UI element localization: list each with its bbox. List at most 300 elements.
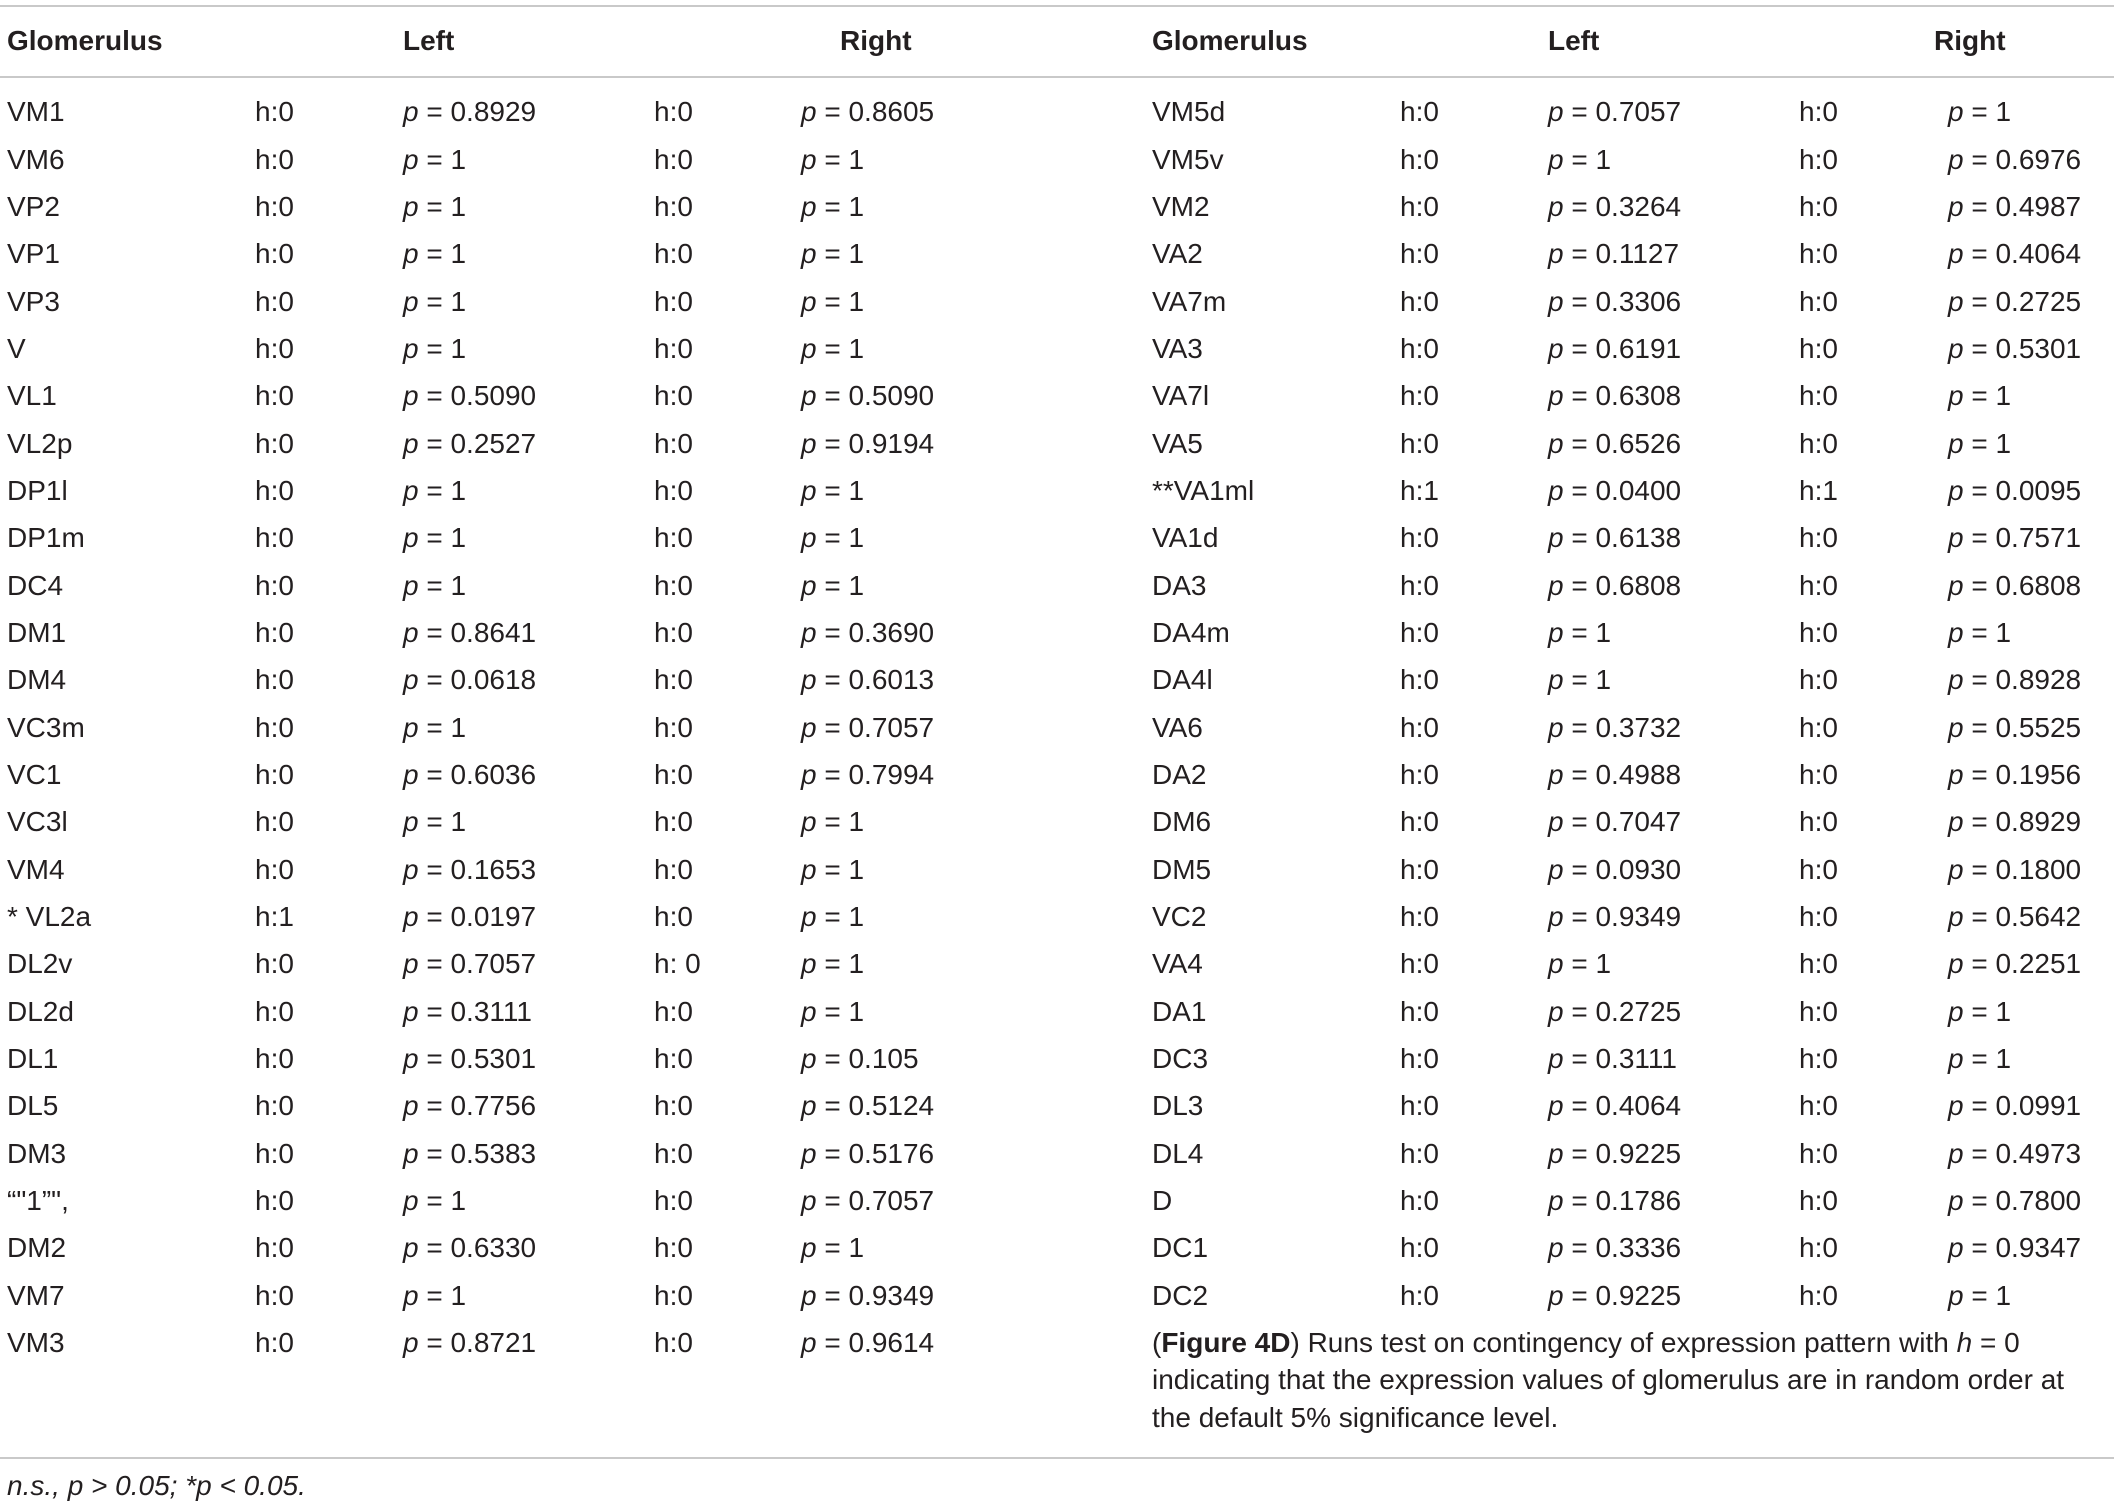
p-symbol: p [801, 96, 817, 128]
right-h-cell: h:0 [654, 143, 693, 175]
glomerulus-cell: DA4m [1152, 617, 1230, 649]
p-symbol: p [403, 1279, 419, 1311]
left-p-cell: p = 0.1786 [1548, 1185, 1682, 1217]
right-table-row [0, 183, 2118, 230]
right-h-cell: h:0 [654, 427, 693, 459]
right-h-cell: h:0 [654, 901, 693, 933]
right-h-cell: h:0 [1799, 285, 1838, 317]
right-h-cell: h:0 [654, 569, 693, 601]
left-h-cell: h:0 [1400, 995, 1439, 1027]
left-p-cell: p = 0.9225 [1548, 1137, 1682, 1169]
left-p-cell: p = 0.6808 [1548, 569, 1682, 601]
p-symbol: p [1548, 191, 1564, 223]
glomerulus-cell: **VA1ml [1152, 475, 1255, 507]
right-h-cell: h:0 [1799, 427, 1838, 459]
p-symbol: p [1948, 617, 1964, 649]
right-h-cell: h:0 [654, 1327, 693, 1359]
left-p-cell: p = 0.3732 [1548, 711, 1682, 743]
p-symbol: p [403, 238, 419, 270]
p-symbol: p [801, 569, 817, 601]
glomerulus-cell: VM1 [7, 96, 65, 128]
left-h-cell: h:0 [1400, 759, 1439, 791]
left-h-cell: h:0 [1400, 711, 1439, 743]
p-symbol: p [403, 427, 419, 459]
left-h-cell: h:0 [255, 238, 294, 270]
p-symbol: p [1548, 1090, 1564, 1122]
p-symbol: p [801, 948, 817, 980]
right-p-cell: p = 0.5525 [1948, 711, 2082, 743]
left-h-cell: h:0 [255, 1043, 294, 1075]
right-h-cell: h:0 [1799, 1185, 1838, 1217]
left-p-cell: p = 0.1127 [1548, 238, 1680, 270]
right-table-row [0, 325, 2118, 372]
left-h-cell: h:0 [1400, 333, 1439, 365]
right-h-cell: h:0 [1799, 948, 1838, 980]
right-h-cell: h:0 [1799, 995, 1838, 1027]
right-p-cell: p = 0.9349 [801, 1279, 935, 1311]
glomerulus-cell: DM5 [1152, 853, 1212, 885]
caption-text-part-2: = 0 indicating that the expression values of glomerulus are in random order at the default 5% significance level. [1152, 1326, 2065, 1434]
left-h-cell: h:0 [1400, 1137, 1439, 1169]
p-symbol: p [403, 759, 419, 791]
glomerulus-cell: DM6 [1152, 806, 1212, 838]
right-p-cell: p = 0.4064 [1948, 238, 2082, 270]
left-p-cell: p = 0.3336 [1548, 1232, 1682, 1264]
p-symbol: p [403, 664, 419, 696]
left-p-cell: p = 1 [1548, 617, 1612, 649]
left-p-cell: p = 0.5301 [403, 1043, 537, 1075]
left-p-cell: p = 1 [403, 285, 467, 317]
left-h-cell: h:0 [1400, 1232, 1439, 1264]
left-h-cell: h:0 [255, 1137, 294, 1169]
left-h-cell: h:0 [255, 427, 294, 459]
left-p-cell: p = 0.6330 [403, 1232, 537, 1264]
left-h-cell: h:0 [255, 1327, 294, 1359]
right-table-row [0, 1272, 2118, 1319]
right-p-cell: p = 0.2725 [1948, 285, 2082, 317]
left-p-cell: p = 1 [403, 711, 467, 743]
right-h-cell: h:0 [1799, 191, 1838, 223]
glomerulus-cell: DL1 [7, 1043, 59, 1075]
p-symbol: p [801, 617, 817, 649]
bottom-rule [0, 1457, 2114, 1459]
left-p-cell: p = 1 [403, 569, 467, 601]
p-symbol: p [1548, 96, 1564, 128]
right-h-cell: h:0 [654, 333, 693, 365]
p-symbol: p [801, 238, 817, 270]
right-table-row [0, 1082, 2118, 1129]
right-p-cell: p = 1 [801, 853, 865, 885]
right-h-cell: h:0 [1799, 569, 1838, 601]
glomerulus-cell: VA2 [1152, 238, 1203, 270]
p-symbol: p [403, 995, 419, 1027]
top-rule [0, 5, 2114, 7]
p-symbol: p [1548, 475, 1564, 507]
glomerulus-cell: VM7 [7, 1279, 65, 1311]
right-h-cell: h:0 [654, 1137, 693, 1169]
left-p-cell: p = 0.0618 [403, 664, 537, 696]
right-h-cell: h:0 [654, 853, 693, 885]
right-p-cell: p = 1 [801, 522, 865, 554]
right-table-row [0, 372, 2118, 419]
left-h-cell: h:0 [1400, 664, 1439, 696]
right-table-row [0, 893, 2118, 940]
left-h-cell: h:0 [255, 96, 294, 128]
glomerulus-cell: D [1152, 1185, 1173, 1217]
glomerulus-cell: VC2 [1152, 901, 1207, 933]
right-p-cell: p = 0.5642 [1948, 901, 2082, 933]
left-h-cell: h:0 [1400, 901, 1439, 933]
p-symbol: p [1948, 333, 1964, 365]
glomerulus-cell: VC3l [7, 806, 68, 838]
p-symbol: p [1948, 1043, 1964, 1075]
left-p-cell: p = 1 [403, 522, 467, 554]
right-p-cell: p = 0.1956 [1948, 759, 2082, 791]
left-p-cell: p = 0.3306 [1548, 285, 1682, 317]
glomerulus-cell: VM3 [7, 1327, 65, 1359]
right-h-cell: h:1 [1799, 475, 1838, 507]
right-table-row [0, 798, 2118, 845]
left-h-cell: h:0 [255, 664, 294, 696]
p-symbol: p [801, 1090, 817, 1122]
p-symbol: p [403, 1090, 419, 1122]
right-h-cell: h:0 [654, 1279, 693, 1311]
glomerulus-cell: DC3 [1152, 1043, 1209, 1075]
column-header-left-hemisphere: Left [403, 25, 455, 56]
p-symbol: p [1548, 285, 1564, 317]
p-symbol: p [403, 1043, 419, 1075]
left-p-cell: p = 1 [403, 806, 467, 838]
glomerulus-cell: VM6 [7, 143, 65, 175]
left-p-cell: p = 0.6526 [1548, 427, 1682, 459]
right-table-row [0, 609, 2118, 656]
glomerulus-cell: VA7l [1152, 380, 1210, 412]
left-p-cell: p = 1 [403, 1279, 467, 1311]
right-p-cell: p = 1 [801, 806, 865, 838]
left-p-cell: p = 0.3111 [403, 995, 532, 1027]
p-symbol: p [1948, 853, 1964, 885]
p-symbol: p [403, 1327, 419, 1359]
left-p-cell: p = 0.7057 [1548, 96, 1682, 128]
column-header-glomerulus-left-table: Glomerulus [7, 25, 163, 56]
right-p-cell: p = 1 [801, 948, 865, 980]
glomerulus-cell: DA2 [1152, 759, 1207, 791]
glomerulus-cell: VA3 [1152, 333, 1203, 365]
column-header-right-hemisphere: Right [840, 25, 912, 56]
left-p-cell: p = 0.7047 [1548, 806, 1682, 838]
right-p-cell: p = 0.1800 [1948, 853, 2082, 885]
right-p-cell: p = 1 [801, 143, 865, 175]
left-h-cell: h:0 [255, 380, 294, 412]
glomerulus-cell: VM2 [1152, 191, 1210, 223]
column-header-glomerulus-right-table: Glomerulus [1152, 25, 1308, 56]
left-h-cell: h:0 [1400, 617, 1439, 649]
right-table-row [0, 1177, 2118, 1224]
right-p-cell: p = 0.3690 [801, 617, 935, 649]
glomerulus-cell: VP1 [7, 238, 60, 270]
right-h-cell: h:0 [1799, 380, 1838, 412]
p-symbol: p [403, 901, 419, 933]
right-p-cell: p = 0.7800 [1948, 1185, 2082, 1217]
left-p-cell: p = 0.8929 [403, 96, 537, 128]
p-symbol: p [1948, 143, 1964, 175]
right-p-cell: p = 1 [1948, 96, 2012, 128]
p-symbol: p [801, 995, 817, 1027]
p-symbol: p [1548, 143, 1564, 175]
right-h-cell: h: 0 [654, 948, 701, 980]
left-h-cell: h:0 [255, 711, 294, 743]
right-p-cell: p = 1 [801, 569, 865, 601]
left-p-cell: p = 0.0930 [1548, 853, 1682, 885]
right-p-cell: p = 1 [801, 238, 865, 270]
left-p-cell: p = 0.6308 [1548, 380, 1682, 412]
p-symbol: p [1948, 522, 1964, 554]
left-h-cell: h:0 [255, 475, 294, 507]
p-symbol: p [1948, 475, 1964, 507]
right-table-row [0, 467, 2118, 514]
p-symbol: p [801, 191, 817, 223]
right-p-cell: p = 0.6013 [801, 664, 935, 696]
right-h-cell: h:0 [1799, 143, 1838, 175]
left-p-cell: p = 0.6138 [1548, 522, 1682, 554]
p-symbol: p [403, 475, 419, 507]
p-symbol: p [1548, 238, 1564, 270]
glomerulus-cell: DP1l [7, 475, 68, 507]
left-p-cell: p = 0.6191 [1548, 333, 1682, 365]
right-table-row [0, 704, 2118, 751]
left-h-cell: h:0 [1400, 285, 1439, 317]
p-symbol: p [1948, 806, 1964, 838]
left-h-cell: h:0 [1400, 96, 1439, 128]
p-symbol: p [801, 333, 817, 365]
left-p-cell: p = 0.5383 [403, 1137, 537, 1169]
right-p-cell: p = 0.9194 [801, 427, 935, 459]
right-p-cell: p = 0.5090 [801, 380, 935, 412]
left-h-cell: h:0 [1400, 853, 1439, 885]
p-symbol: p [403, 617, 419, 649]
right-p-cell: p = 0.5124 [801, 1090, 935, 1122]
p-symbol: p [403, 143, 419, 175]
left-p-cell: p = 0.7057 [403, 948, 537, 980]
right-p-cell: p = 1 [1948, 1043, 2012, 1075]
right-p-cell: p = 0.8928 [1948, 664, 2082, 696]
caption-text-part-1: ) Runs test on contingency of expression pattern with [1290, 1326, 1957, 1358]
p-symbol: p [1948, 96, 1964, 128]
p-symbol: p [801, 1279, 817, 1311]
p-symbol: p [1948, 901, 1964, 933]
p-symbol: p [1948, 1279, 1964, 1311]
right-table-row [0, 940, 2118, 987]
right-p-cell: p = 0.6976 [1948, 143, 2082, 175]
p-symbol: p [403, 191, 419, 223]
right-p-cell: p = 1 [801, 1232, 865, 1264]
glomerulus-cell: DC4 [7, 569, 64, 601]
p-symbol: p [1548, 1137, 1564, 1169]
left-p-cell: p = 1 [403, 143, 467, 175]
p-symbol: p [1948, 1137, 1964, 1169]
right-h-cell: h:0 [654, 1090, 693, 1122]
p-symbol: p [1548, 711, 1564, 743]
left-h-cell: h:0 [255, 759, 294, 791]
left-h-cell: h:0 [255, 1185, 294, 1217]
left-p-cell: p = 1 [403, 333, 467, 365]
right-p-cell: p = 0.0991 [1948, 1090, 2082, 1122]
left-p-cell: p = 0.3264 [1548, 191, 1682, 223]
right-h-cell: h:0 [654, 806, 693, 838]
caption-figure-reference: Figure 4D [1161, 1326, 1291, 1358]
right-p-cell: p = 1 [1948, 995, 2012, 1027]
right-p-cell: p = 1 [801, 333, 865, 365]
p-symbol: p [403, 380, 419, 412]
p-symbol: p [1948, 759, 1964, 791]
right-h-cell: h:0 [1799, 759, 1838, 791]
right-h-cell: h:0 [654, 995, 693, 1027]
p-symbol: p [801, 522, 817, 554]
right-h-cell: h:0 [1799, 617, 1838, 649]
p-symbol: p [403, 333, 419, 365]
right-h-cell: h:0 [654, 380, 693, 412]
p-symbol: p [1548, 901, 1564, 933]
right-p-cell: p = 0.0095 [1948, 475, 2082, 507]
p-symbol: p [801, 143, 817, 175]
left-p-cell: p = 1 [1548, 948, 1612, 980]
p-symbol: p [801, 853, 817, 885]
p-symbol: p [1948, 664, 1964, 696]
right-p-cell: p = 0.4987 [1948, 191, 2082, 223]
left-h-cell: h:0 [1400, 1185, 1439, 1217]
right-table-row [0, 514, 2118, 561]
left-p-cell: p = 1 [403, 238, 467, 270]
right-table-row [0, 136, 2118, 183]
glomerulus-cell: “"1”", [7, 1185, 69, 1217]
left-h-cell: h:0 [1400, 569, 1439, 601]
left-p-cell: p = 0.7756 [403, 1090, 537, 1122]
glomerulus-cell: DL3 [1152, 1090, 1204, 1122]
glomerulus-cell: V [7, 333, 26, 365]
p-symbol: p [1948, 1232, 1964, 1264]
p-symbol: p [801, 664, 817, 696]
glomerulus-cell: VM4 [7, 853, 65, 885]
right-p-cell: p = 0.5301 [1948, 333, 2082, 365]
left-h-cell: h:0 [255, 1090, 294, 1122]
right-h-cell: h:0 [654, 475, 693, 507]
p-symbol: p [1548, 664, 1564, 696]
left-h-cell: h:0 [255, 522, 294, 554]
column-header-right-hemisphere-2: Right [1934, 25, 2006, 56]
p-symbol: p [801, 1137, 817, 1169]
left-h-cell: h:0 [255, 569, 294, 601]
caption-open-paren: ( [1152, 1326, 1162, 1358]
p-symbol: p [1548, 617, 1564, 649]
p-symbol: p [1948, 380, 1964, 412]
p-symbol: p [1548, 1043, 1564, 1075]
right-h-cell: h:0 [654, 759, 693, 791]
p-symbol: p [403, 806, 419, 838]
caption-h-symbol: h [1956, 1326, 1973, 1358]
right-h-cell: h:0 [654, 96, 693, 128]
p-symbol: p [1948, 191, 1964, 223]
right-table-row [0, 988, 2118, 1035]
glomerulus-cell: VA4 [1152, 948, 1203, 980]
p-symbol: p [1548, 853, 1564, 885]
left-p-cell: p = 0.9349 [1548, 901, 1682, 933]
p-symbol: p [1948, 238, 1964, 270]
glomerulus-cell: VP3 [7, 285, 60, 317]
right-h-cell: h:0 [654, 285, 693, 317]
left-h-cell: h:0 [1400, 1043, 1439, 1075]
p-symbol: p [1548, 948, 1564, 980]
left-h-cell: h:0 [255, 1232, 294, 1264]
p-symbol: p [1548, 333, 1564, 365]
glomerulus-cell: DA4l [1152, 664, 1213, 696]
glomerulus-cell: * VL2a [7, 901, 92, 933]
p-symbol: p [1548, 1232, 1564, 1264]
right-p-cell: p = 0.105 [801, 1043, 919, 1075]
right-p-cell: p = 1 [801, 285, 865, 317]
glomerulus-cell: DM1 [7, 617, 67, 649]
left-h-cell: h:0 [1400, 191, 1439, 223]
glomerulus-cell: DL2d [7, 995, 74, 1027]
left-h-cell: h:0 [255, 285, 294, 317]
right-table-row [0, 751, 2118, 798]
left-h-cell: h:0 [1400, 238, 1439, 270]
right-h-cell: h:0 [654, 238, 693, 270]
p-symbol: p [1948, 427, 1964, 459]
left-p-cell: p = 1 [403, 191, 467, 223]
p-symbol: p [403, 569, 419, 601]
glomerulus-cell: VC1 [7, 759, 62, 791]
glomerulus-cell: VM5d [1152, 96, 1226, 128]
right-h-cell: h:0 [1799, 1232, 1838, 1264]
right-p-cell: p = 0.7994 [801, 759, 935, 791]
left-h-cell: h:1 [1400, 475, 1439, 507]
right-h-cell: h:0 [1799, 901, 1838, 933]
right-p-cell: p = 1 [1948, 617, 2012, 649]
glomerulus-cell: DM4 [7, 664, 67, 696]
right-p-cell: p = 0.6808 [1948, 569, 2082, 601]
p-symbol: p [403, 1137, 419, 1169]
right-p-cell: p = 1 [1948, 1279, 2012, 1311]
p-symbol: p [1548, 522, 1564, 554]
right-p-cell: p = 1 [801, 191, 865, 223]
p-symbol: p [1948, 285, 1964, 317]
left-h-cell: h:0 [255, 806, 294, 838]
left-p-cell: p = 0.5090 [403, 380, 537, 412]
glomerulus-cell: VL1 [7, 380, 57, 412]
right-table-row [0, 562, 2118, 609]
p-symbol: p [801, 1327, 817, 1359]
glomerulus-cell: DA3 [1152, 569, 1207, 601]
p-symbol: p [801, 759, 817, 791]
right-h-cell: h:0 [654, 711, 693, 743]
left-h-cell: h:0 [255, 143, 294, 175]
right-p-cell: p = 0.7057 [801, 1185, 935, 1217]
p-symbol: p [403, 522, 419, 554]
left-p-cell: p = 0.4988 [1548, 759, 1682, 791]
glomerulus-cell: DL2v [7, 948, 73, 980]
right-h-cell: h:0 [1799, 238, 1838, 270]
right-table-row [0, 230, 2118, 277]
left-p-cell: p = 0.8641 [403, 617, 537, 649]
right-h-cell: h:0 [654, 664, 693, 696]
glomerulus-cell: VA5 [1152, 427, 1203, 459]
glomerulus-cell: VP2 [7, 191, 60, 223]
p-symbol: p [801, 711, 817, 743]
left-p-cell: p = 0.2527 [403, 427, 537, 459]
left-h-cell: h:1 [255, 901, 294, 933]
right-p-cell: p = 1 [801, 901, 865, 933]
glomerulus-cell: VA7m [1152, 285, 1227, 317]
